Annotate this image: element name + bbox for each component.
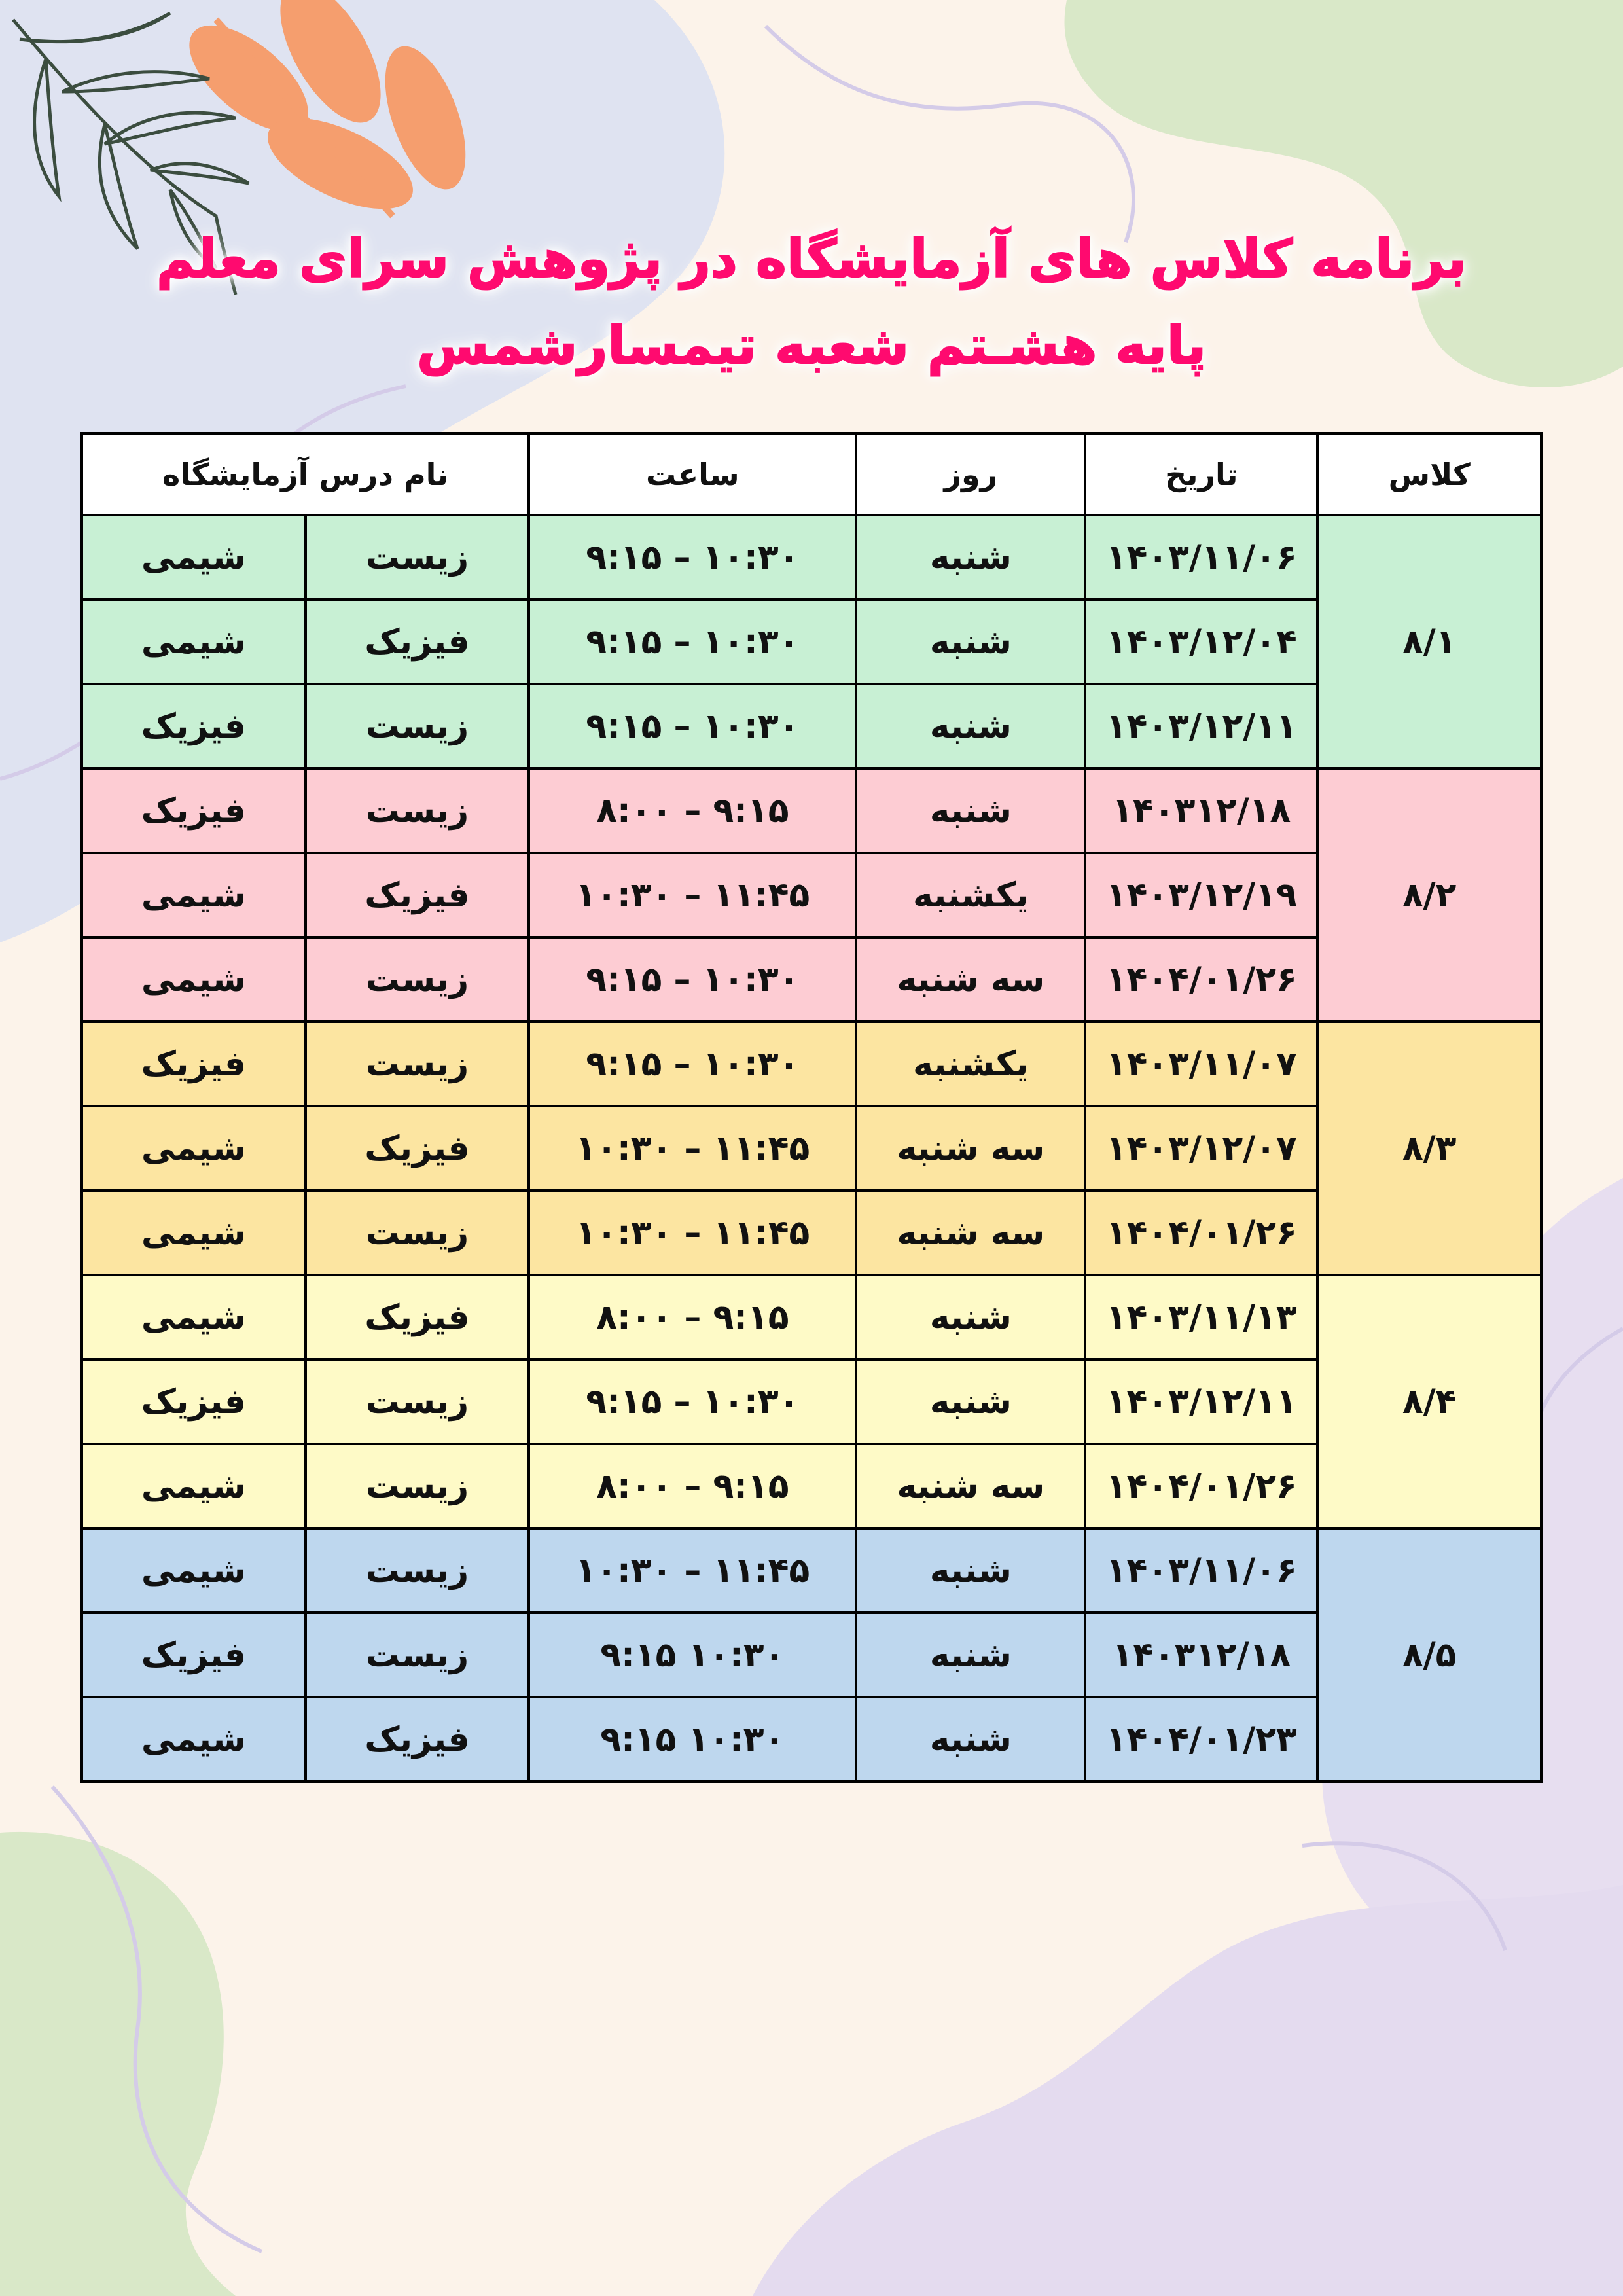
date-cell: ۱۴۰۴/۰۱/۲۶ [1085,1444,1317,1528]
time-cell: ۱۰:۳۰ – ۹:۱۵ [529,1359,856,1444]
subject-cell: زیست [306,1444,529,1528]
time-cell: ۱۱:۴۵ – ۱۰:۳۰ [529,853,856,937]
day-cell: سه شنبه [856,937,1085,1022]
subject-cell: زیست [306,937,529,1022]
time-cell: ۱۰:۳۰ – ۹:۱۵ [529,600,856,684]
date-cell: ۱۴۰۳/۱۲/۰۴ [1085,600,1317,684]
time-cell: ۹:۱۵ – ۸:۰۰ [529,768,856,853]
time-cell: ۱۰:۳۰ ۹:۱۵ [529,1697,856,1782]
subject-cell: زیست [306,1528,529,1613]
day-cell: یکشنبه [856,1022,1085,1106]
subject-cell: فیزیک [82,1359,306,1444]
subject-cell: فیزیک [82,768,306,853]
date-cell: ۱۴۰۳/۱۲/۱۹ [1085,853,1317,937]
date-cell: ۱۴۰۳/۱۱/۱۳ [1085,1275,1317,1359]
subject-cell: شیمی [82,1275,306,1359]
time-cell: ۱۰:۳۰ ۹:۱۵ [529,1613,856,1697]
subject-cell: شیمی [82,600,306,684]
class-cell: ۸/۵ [1317,1528,1541,1782]
subject-cell: زیست [306,768,529,853]
subject-cell: زیست [306,1359,529,1444]
time-cell: ۱۱:۴۵ – ۱۰:۳۰ [529,1191,856,1275]
day-cell: شنبه [856,600,1085,684]
date-cell: ۱۴۰۳/۱۲/۱۱ [1085,1359,1317,1444]
day-cell: سه شنبه [856,1191,1085,1275]
title-line-2: پایه هشـتم شعبه تیمسارشمس [416,315,1206,376]
date-cell: ۱۴۰۴/۰۱/۲۳ [1085,1697,1317,1782]
date-cell: ۱۴۰۳۱۲/۱۸ [1085,1613,1317,1697]
subject-cell: فیزیک [82,684,306,768]
time-cell: ۹:۱۵ – ۸:۰۰ [529,1444,856,1528]
day-cell: شنبه [856,1613,1085,1697]
date-cell: ۱۴۰۴/۰۱/۲۶ [1085,1191,1317,1275]
subject-cell: شیمی [82,853,306,937]
table-row [82,1022,1541,1106]
day-cell: شنبه [856,515,1085,600]
subject-cell: فیزیک [306,1275,529,1359]
subject-cell: شیمی [82,515,306,600]
date-cell: ۱۴۰۳/۱۱/۰۶ [1085,515,1317,600]
date-cell: ۱۴۰۴/۰۱/۲۶ [1085,937,1317,1022]
subject-cell: فیزیک [82,1022,306,1106]
date-cell: ۱۴۰۳/۱۱/۰۷ [1085,1022,1317,1106]
class-cell: ۸/۱ [1317,515,1541,768]
day-cell: شنبه [856,1359,1085,1444]
header-date: تاریخ [1085,433,1317,515]
header-class: کلاس [1317,433,1541,515]
day-cell: یکشنبه [856,853,1085,937]
subject-cell: زیست [306,515,529,600]
time-cell: ۱۱:۴۵ – ۱۰:۳۰ [529,1528,856,1613]
subject-cell: زیست [306,1022,529,1106]
day-cell: شنبه [856,684,1085,768]
subject-cell: زیست [306,1191,529,1275]
subject-cell: فیزیک [306,1697,529,1782]
subject-cell: شیمی [82,1528,306,1613]
time-cell: ۱۰:۳۰ – ۹:۱۵ [529,515,856,600]
subject-cell: فیزیک [306,853,529,937]
class-cell: ۸/۴ [1317,1275,1541,1528]
header-lesson-name: نام درس آزمایشگاه [82,433,529,515]
date-cell: ۱۴۰۳۱۲/۱۸ [1085,768,1317,853]
header-time: ساعت [529,433,856,515]
day-cell: شنبه [856,1697,1085,1782]
table-header-row [82,433,1541,515]
day-cell: شنبه [856,1528,1085,1613]
date-cell: ۱۴۰۳/۱۱/۰۶ [1085,1528,1317,1613]
title-line-1: برنامه کلاس های آزمایشگاه در پژوهش سرای معلم [156,228,1467,289]
subject-cell: شیمی [82,1697,306,1782]
time-cell: ۱۰:۳۰ – ۹:۱۵ [529,1022,856,1106]
day-cell: شنبه [856,768,1085,853]
time-cell: ۹:۱۵ – ۸:۰۰ [529,1275,856,1359]
subject-cell: فیزیک [306,1106,529,1191]
header-day: روز [856,433,1085,515]
date-cell: ۱۴۰۳/۱۲/۰۷ [1085,1106,1317,1191]
subject-cell: شیمی [82,937,306,1022]
class-cell: ۸/۳ [1317,1022,1541,1275]
day-cell: سه شنبه [856,1444,1085,1528]
subject-cell: زیست [306,684,529,768]
table-row [82,768,1541,853]
day-cell: شنبه [856,1275,1085,1359]
time-cell: ۱۰:۳۰ – ۹:۱۵ [529,684,856,768]
page-title [0,216,1623,389]
lab-schedule-table [80,432,1543,1783]
subject-cell: شیمی [82,1106,306,1191]
day-cell: سه شنبه [856,1106,1085,1191]
time-cell: ۱۱:۴۵ – ۱۰:۳۰ [529,1106,856,1191]
subject-cell: فیزیک [82,1613,306,1697]
subject-cell: فیزیک [306,600,529,684]
subject-cell: شیمی [82,1444,306,1528]
time-cell: ۱۰:۳۰ – ۹:۱۵ [529,937,856,1022]
table-row [82,1528,1541,1613]
subject-cell: شیمی [82,1191,306,1275]
subject-cell: زیست [306,1613,529,1697]
table-row [82,1275,1541,1359]
table-row [82,515,1541,600]
class-cell: ۸/۲ [1317,768,1541,1022]
date-cell: ۱۴۰۳/۱۲/۱۱ [1085,684,1317,768]
